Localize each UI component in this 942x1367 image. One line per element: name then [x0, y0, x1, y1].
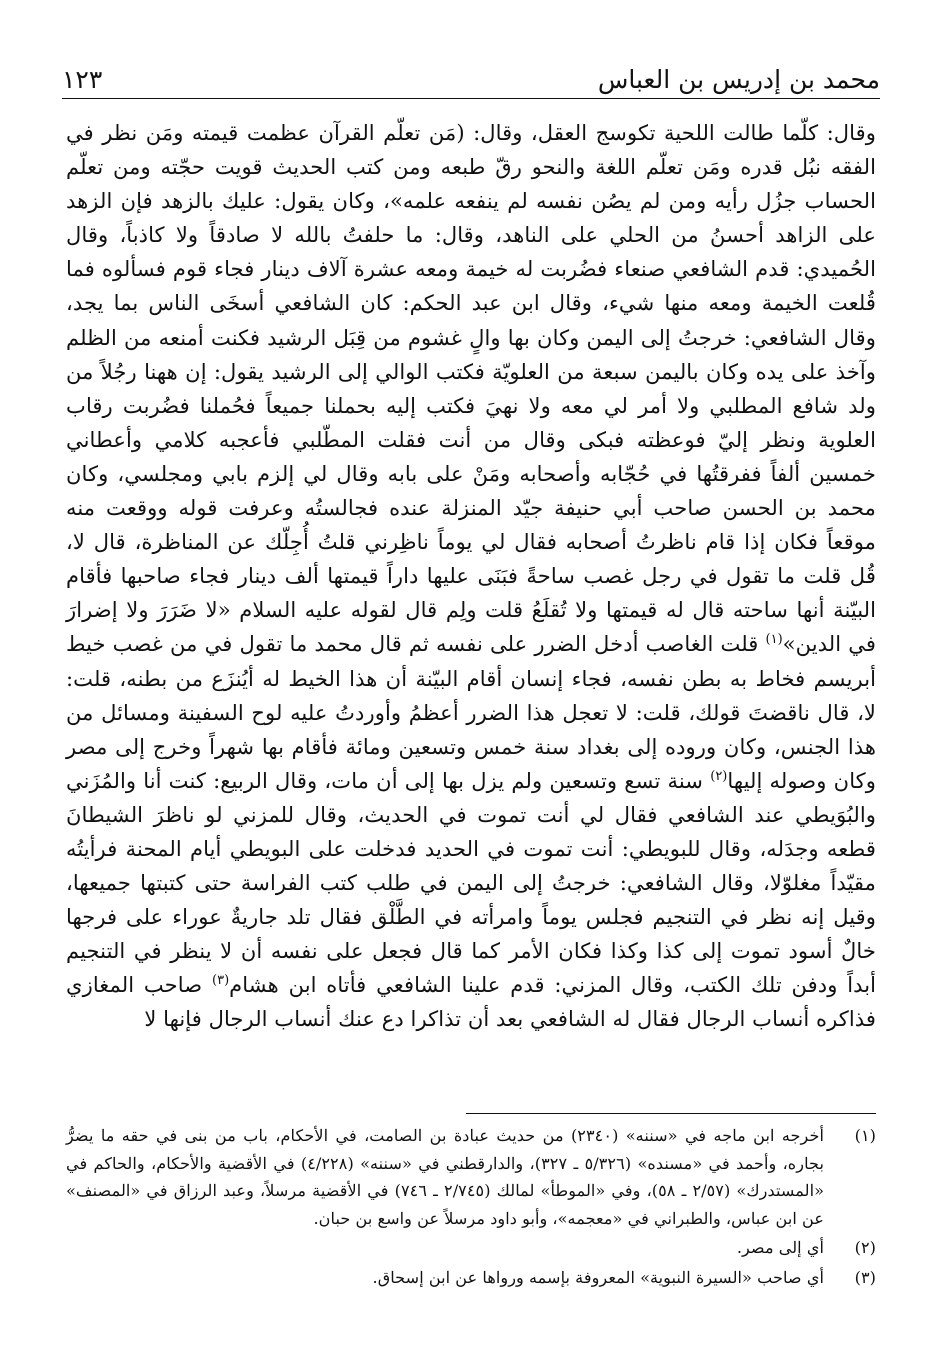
footnote-number: (٣) [854, 1267, 876, 1287]
main-text [66, 116, 876, 1037]
footnote-text: أي صاحب «السيرة النبوية» المعروفة بإسمه ورواها عن ابن إسحاق. [372, 1267, 824, 1287]
footnote-1 [66, 1122, 876, 1232]
footnote-text: أي إلى مصر. [736, 1238, 824, 1257]
footnote-ref-1: (١) [765, 632, 783, 648]
header-rule [62, 98, 880, 99]
footnote-ref-3: (٣) [212, 973, 230, 989]
body-text-part-3: سنة تسع وتسعين ولم يزل بها إلى أن مات، وقال الربيع: كنت أنا والمُزَني والبُوَيطي عند الشافعي فقال لي أنت تموت في الحديث، وقال للمزني لو ناظرَ الشيطانَ قطعه وجدَله، وقال للبويطي: أنت تموت في الحديد فدخلت على البويطي أيام المحنة فرأيتُه مقيّداً مغلوّلا، وقال الشافعي: خرجتُ إلى اليمن في طلب كتب الفراسة حتى كتبتها جميعها، وقيل إنه نظر في التنجيم فجلس يوماً وامرأته في الطَّلْق فقال تلد جاريةٌ عوراء على فرجها خالٌ أسود تموت إلى كذا وكذا فكان الأمر كما قال فجعل على نفسه أن لا ينظر في التنجيم أبداً ودفن تلك الكتب، وقال المزني: قدم علينا الشافعي فأتاه ابن هشام [66, 767, 877, 998]
page-header [62, 58, 880, 94]
footnote-ref-2: (٢) [710, 768, 728, 784]
footnote-rule [466, 1113, 876, 1114]
footnotes [66, 1122, 876, 1293]
footnote-number: (١) [854, 1126, 876, 1145]
page-number: ١٢٣ [62, 65, 103, 94]
body-paragraph [66, 116, 876, 1037]
running-title: محمد بن إدريس بن العباس [597, 65, 880, 94]
body-text-part-1: وقال: كلّما طالت اللحية تكوسج العقل، وقال: (مَن تعلّم القرآن عظمت قيمته ومَن نظر في الفقه نبُل قدره ومَن تعلّم اللغة والنحو رقّ طبعه ومن كتب الحديث قويت حجّته ومن تعلّم الحساب جزُل رأيه ومن لم يصُن نفسه لم ينفعه علمه»، وكان يقول: عليك بالزهد فإن الزهد على الزاهد أحسنُ من الحلي على الناهد، وقال: ما حلفتُ بالله لا صادقاً ولا كاذباً، وقال الحُميدي: قدم الشافعي صنعاء فضُربت له خيمة ومعه عشرة آلاف دينار فجاء قوم فسألوه فما قُلعت الخيمة ومعه منها شيء، وقال ابن عبد الحكم: كان الشافعي أسخَى الناس بما يجد، وقال الشافعي: خرجتُ إلى اليمن وكان بها والٍ غشوم من قِبَل الرشيد فكنت أمنعه من الظلم وآخذ على يده وكان باليمن سبعة من العلويّة فكتب الوالي إلى الرشيد يقول: إن ههنا رجُلاً من ولد شافع المطلبي ولا أمر لي معه ولا نهيَ فكتب إليه بحملنا جميعاً فحُملنا فضُربت رقاب العلوية ونظر إليّ فوعظته فبكى وقال من أنت فقلت المطّلبي فأعجبه كلامي وأعطاني خمسين ألفاً ففرقتُها في حُجّابه وأصحابه ومَنْ على بابه وقال لي إلزم بابي ومجلسي، وكان محمد بن الحسن صاحب أبي حنيفة جيّد المنزلة عنده فجالستُه وعرفت قوله ووقعت منه موقعاً فكان إذا قام ناظرتُ أصحابه فقال لي يوماً ناظِرني قلتُ أُجِلّك عن المناظرة، قال لا، قُل قلت ما تقول في رجل غصب ساحةً فبَنَى عليها داراً قيمتها ألف دينار فجاء صاحبها فأقام البيّنة أنها ساحته قال له قيمتها ولا تُقلَعُ قلت ولِم قال لقوله عليه السلام «لا ضَرَرَ ولا إضرارَ في الدين» [66, 120, 876, 657]
footnote-3 [66, 1264, 876, 1292]
body-text-part-4: صاحب المغازي فذاكره أنساب الرجال فقال له الشافعي بعد أن تذاكرا دع عنك أنساب الرجال فإنها لا [66, 972, 876, 1032]
body-text-part-2: قلت الغاصب أدخل الضرر على نفسه ثم قال محمد ما تقول في من غصب خيط أبريسم فخاط به بطن نفسه، فجاء إنسان أقام البيّنة أن هذا الخيط له أيُنزَع من بطنه، قلت: لا، قال ناقضتَ قولك، قلت: لا تعجل هذا الضرر أعظمُ وأوردتُ عليه لوح السفينة ومسائل من هذا الجنس، وكان وروده إلى بغداد سنة خمس وتسعين ومائة فأقام بها شهراً وخرج إلى مصر وكان وصوله إليها [66, 631, 876, 793]
footnote-number: (٢) [854, 1238, 876, 1257]
footnote-2 [66, 1234, 876, 1262]
footnote-text: أخرجه ابن ماجه في «سننه» (٢٣٤٠) من حديث عبادة بن الصامت، في الأحكام، باب من بنى في حقه ما يضرُّ بجاره، وأحمد في «مسنده» (٥/٣٢٦ ـ ٣٢٧)، والدارقطني في «سننه» (٤/٢٢٨) في الأقضية والأحكام، والحاكم في «المستدرك» (٢/٥٧ ـ ٥٨)، وفي «الموطأ» لمالك (٢/٧٤٥ ـ ٧٤٦) في الأقضية مرسلاً، وعبد الرزاق في «المصنف» عن ابن عباس، والطبراني في «معجمه»، وأبو داود مرسلاً عن واسع بن حبان. [66, 1126, 824, 1228]
